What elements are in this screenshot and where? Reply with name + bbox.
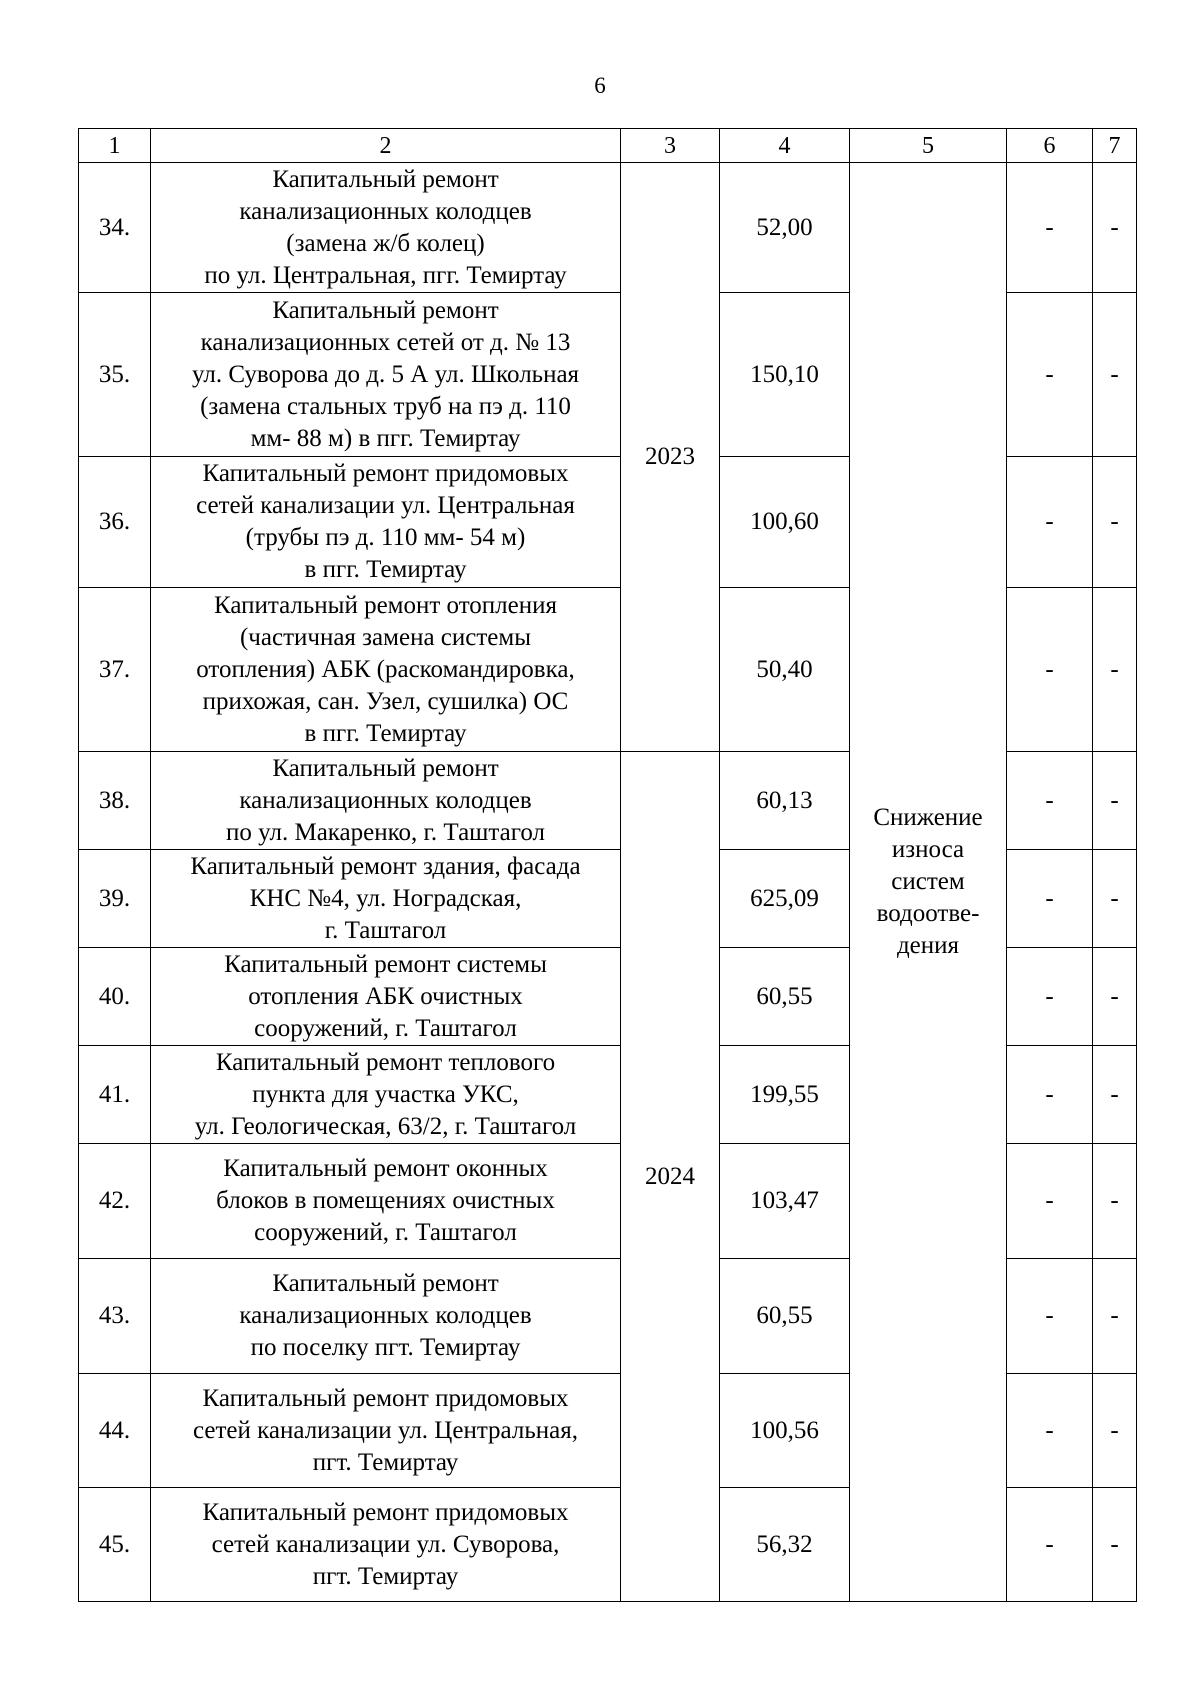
description-line: пгт. Темиртау — [312, 1448, 459, 1476]
row-value: 56,32 — [720, 1488, 850, 1602]
description-line: сетей канализации ул. Центральная — [196, 492, 575, 519]
row-number: 38. — [79, 752, 151, 850]
description-line: ул. Геологическая, 63/2, г. Таштагол — [194, 1112, 577, 1140]
description-line: пгт. Темиртау — [312, 1562, 459, 1590]
row-col7: - — [1093, 457, 1137, 588]
row-number: 41. — [79, 1046, 151, 1144]
row-description — [151, 1488, 621, 1602]
row-description — [151, 1144, 621, 1259]
row-description — [151, 948, 621, 1046]
header-cell: 4 — [720, 129, 850, 163]
year-cell-2024: 2024 — [621, 752, 720, 1602]
row-col6: - — [1007, 752, 1093, 850]
row-number: 44. — [79, 1374, 151, 1488]
description-line: г. Таштагол — [324, 916, 447, 944]
row-value: 50,40 — [720, 588, 850, 752]
row-number: 45. — [79, 1488, 151, 1602]
row-col7: - — [1093, 1259, 1137, 1374]
header-cell: 7 — [1093, 129, 1137, 163]
description-line: Капитальный ремонт — [272, 1270, 499, 1297]
description-line: ул. Суворова до д. 5 А ул. Школьная — [191, 360, 580, 388]
row-description — [151, 588, 621, 752]
row-col6: - — [1007, 293, 1093, 457]
row-value: 100,56 — [720, 1374, 850, 1488]
header-cell: 6 — [1007, 129, 1093, 163]
row-col7: - — [1093, 1374, 1137, 1488]
row-number: 34. — [79, 163, 151, 293]
description-line: (частичная замена системы — [239, 623, 531, 651]
description-line: Капитальный ремонт оконных — [223, 1155, 548, 1182]
row-number: 36. — [79, 457, 151, 588]
description-line: сооружений, г. Таштагол — [254, 1014, 517, 1042]
effect-line: дения — [896, 932, 960, 959]
description-line: блоков в помещениях очистных — [216, 1187, 555, 1214]
header-cell: 1 — [79, 129, 151, 163]
description-line: отопления) АБК (раскомандировка, — [196, 655, 575, 683]
description-line: канализационных колодцев — [239, 197, 532, 225]
header-cell: 2 — [151, 129, 621, 163]
description-line: по ул. Макаренко, г. Таштагол — [225, 818, 546, 846]
description-line: канализационных колодцев — [239, 1302, 532, 1329]
row-col7: - — [1093, 1046, 1137, 1144]
row-number: 42. — [79, 1144, 151, 1259]
row-col7: - — [1093, 752, 1137, 850]
row-col7: - — [1093, 948, 1137, 1046]
description-line: Капитальный ремонт теплового — [215, 1048, 556, 1076]
row-col6: - — [1007, 948, 1093, 1046]
row-col7: - — [1093, 1488, 1137, 1602]
row-col6: - — [1007, 1488, 1093, 1602]
description-line: канализационных колодцев — [239, 786, 532, 814]
row-col6: - — [1007, 1374, 1093, 1488]
row-col7: - — [1093, 850, 1137, 948]
description-line: (замена ж/б колец) — [286, 229, 485, 257]
description-line: Капитальный ремонт придомовых — [202, 1498, 569, 1526]
description-line: Капитальный ремонт — [272, 296, 499, 324]
description-line: Капитальный ремонт здания, фасада — [190, 852, 581, 880]
row-col6: - — [1007, 457, 1093, 588]
row-description — [151, 752, 621, 850]
row-description — [151, 457, 621, 588]
description-line: Капитальный ремонт придомовых — [202, 460, 569, 487]
header-cell: 5 — [850, 129, 1007, 163]
effect-line: систем — [891, 868, 965, 895]
description-line: Капитальный ремонт отопления — [213, 591, 558, 619]
row-number: 39. — [79, 850, 151, 948]
description-line: Капитальный ремонт системы — [224, 950, 547, 978]
year-cell-2023: 2023 — [621, 163, 720, 752]
description-line: в пгг. Темиртау — [304, 556, 467, 583]
row-col6: - — [1007, 1144, 1093, 1259]
row-number: 37. — [79, 588, 151, 752]
row-col6: - — [1007, 1259, 1093, 1374]
description-line: пункта для участка УКС, — [252, 1080, 519, 1108]
row-value: 150,10 — [720, 293, 850, 457]
description-line: сетей канализации ул. Центральная, — [193, 1416, 578, 1444]
header-cell: 3 — [621, 129, 720, 163]
row-value: 52,00 — [720, 163, 850, 293]
row-col7: - — [1093, 163, 1137, 293]
description-line: Капитальный ремонт — [272, 754, 499, 782]
row-description — [151, 293, 621, 457]
description-line: (трубы пэ д. 110 мм- 54 м) — [245, 524, 526, 551]
effect-line: Снижение — [873, 804, 983, 831]
description-line: по поселку пгт. Темиртау — [250, 1334, 521, 1361]
description-line: прихожая, сан. Узел, сушилка) ОС — [202, 687, 569, 715]
effect-line: износа — [891, 836, 965, 863]
row-col7: - — [1093, 588, 1137, 752]
description-line: Капитальный ремонт — [272, 165, 499, 193]
row-description — [151, 1259, 621, 1374]
row-value: 60,13 — [720, 752, 850, 850]
expected-effect-cell — [850, 163, 1007, 1602]
description-line: КНС №4, ул. Ноградская, — [249, 884, 522, 912]
row-number: 43. — [79, 1259, 151, 1374]
page-number: 6 — [594, 73, 606, 98]
row-value: 60,55 — [720, 1259, 850, 1374]
description-line: сетей канализации ул. Суворова, — [211, 1530, 560, 1558]
row-col6: - — [1007, 1046, 1093, 1144]
row-description — [151, 1374, 621, 1488]
description-line: в пгг. Темиртау — [304, 719, 467, 747]
row-value: 60,55 — [720, 948, 850, 1046]
row-col7: - — [1093, 293, 1137, 457]
program-table — [78, 128, 1137, 1602]
row-description — [151, 850, 621, 948]
description-line: сооружений, г. Таштагол — [254, 1219, 517, 1246]
table-header-row — [79, 129, 1137, 163]
description-line: по ул. Центральная, пгг. Темиртау — [204, 261, 567, 289]
effect-line: водоотве- — [876, 900, 980, 927]
description-line: канализационных сетей от д. № 13 — [200, 328, 571, 356]
row-value: 103,47 — [720, 1144, 850, 1259]
row-number: 35. — [79, 293, 151, 457]
row-col6: - — [1007, 850, 1093, 948]
description-line: мм- 88 м) в пгг. Темиртау — [250, 424, 521, 452]
description-line: Капитальный ремонт придомовых — [202, 1384, 569, 1412]
row-col6: - — [1007, 163, 1093, 293]
row-description — [151, 1046, 621, 1144]
row-col7: - — [1093, 1144, 1137, 1259]
row-col6: - — [1007, 588, 1093, 752]
description-line: отопления АБК очистных — [248, 982, 523, 1010]
row-value: 100,60 — [720, 457, 850, 588]
table-row — [79, 163, 1137, 293]
row-value: 199,55 — [720, 1046, 850, 1144]
row-description — [151, 163, 621, 293]
row-value: 625,09 — [720, 850, 850, 948]
description-line: (замена стальных труб на пэ д. 110 — [200, 392, 571, 420]
row-number: 40. — [79, 948, 151, 1046]
